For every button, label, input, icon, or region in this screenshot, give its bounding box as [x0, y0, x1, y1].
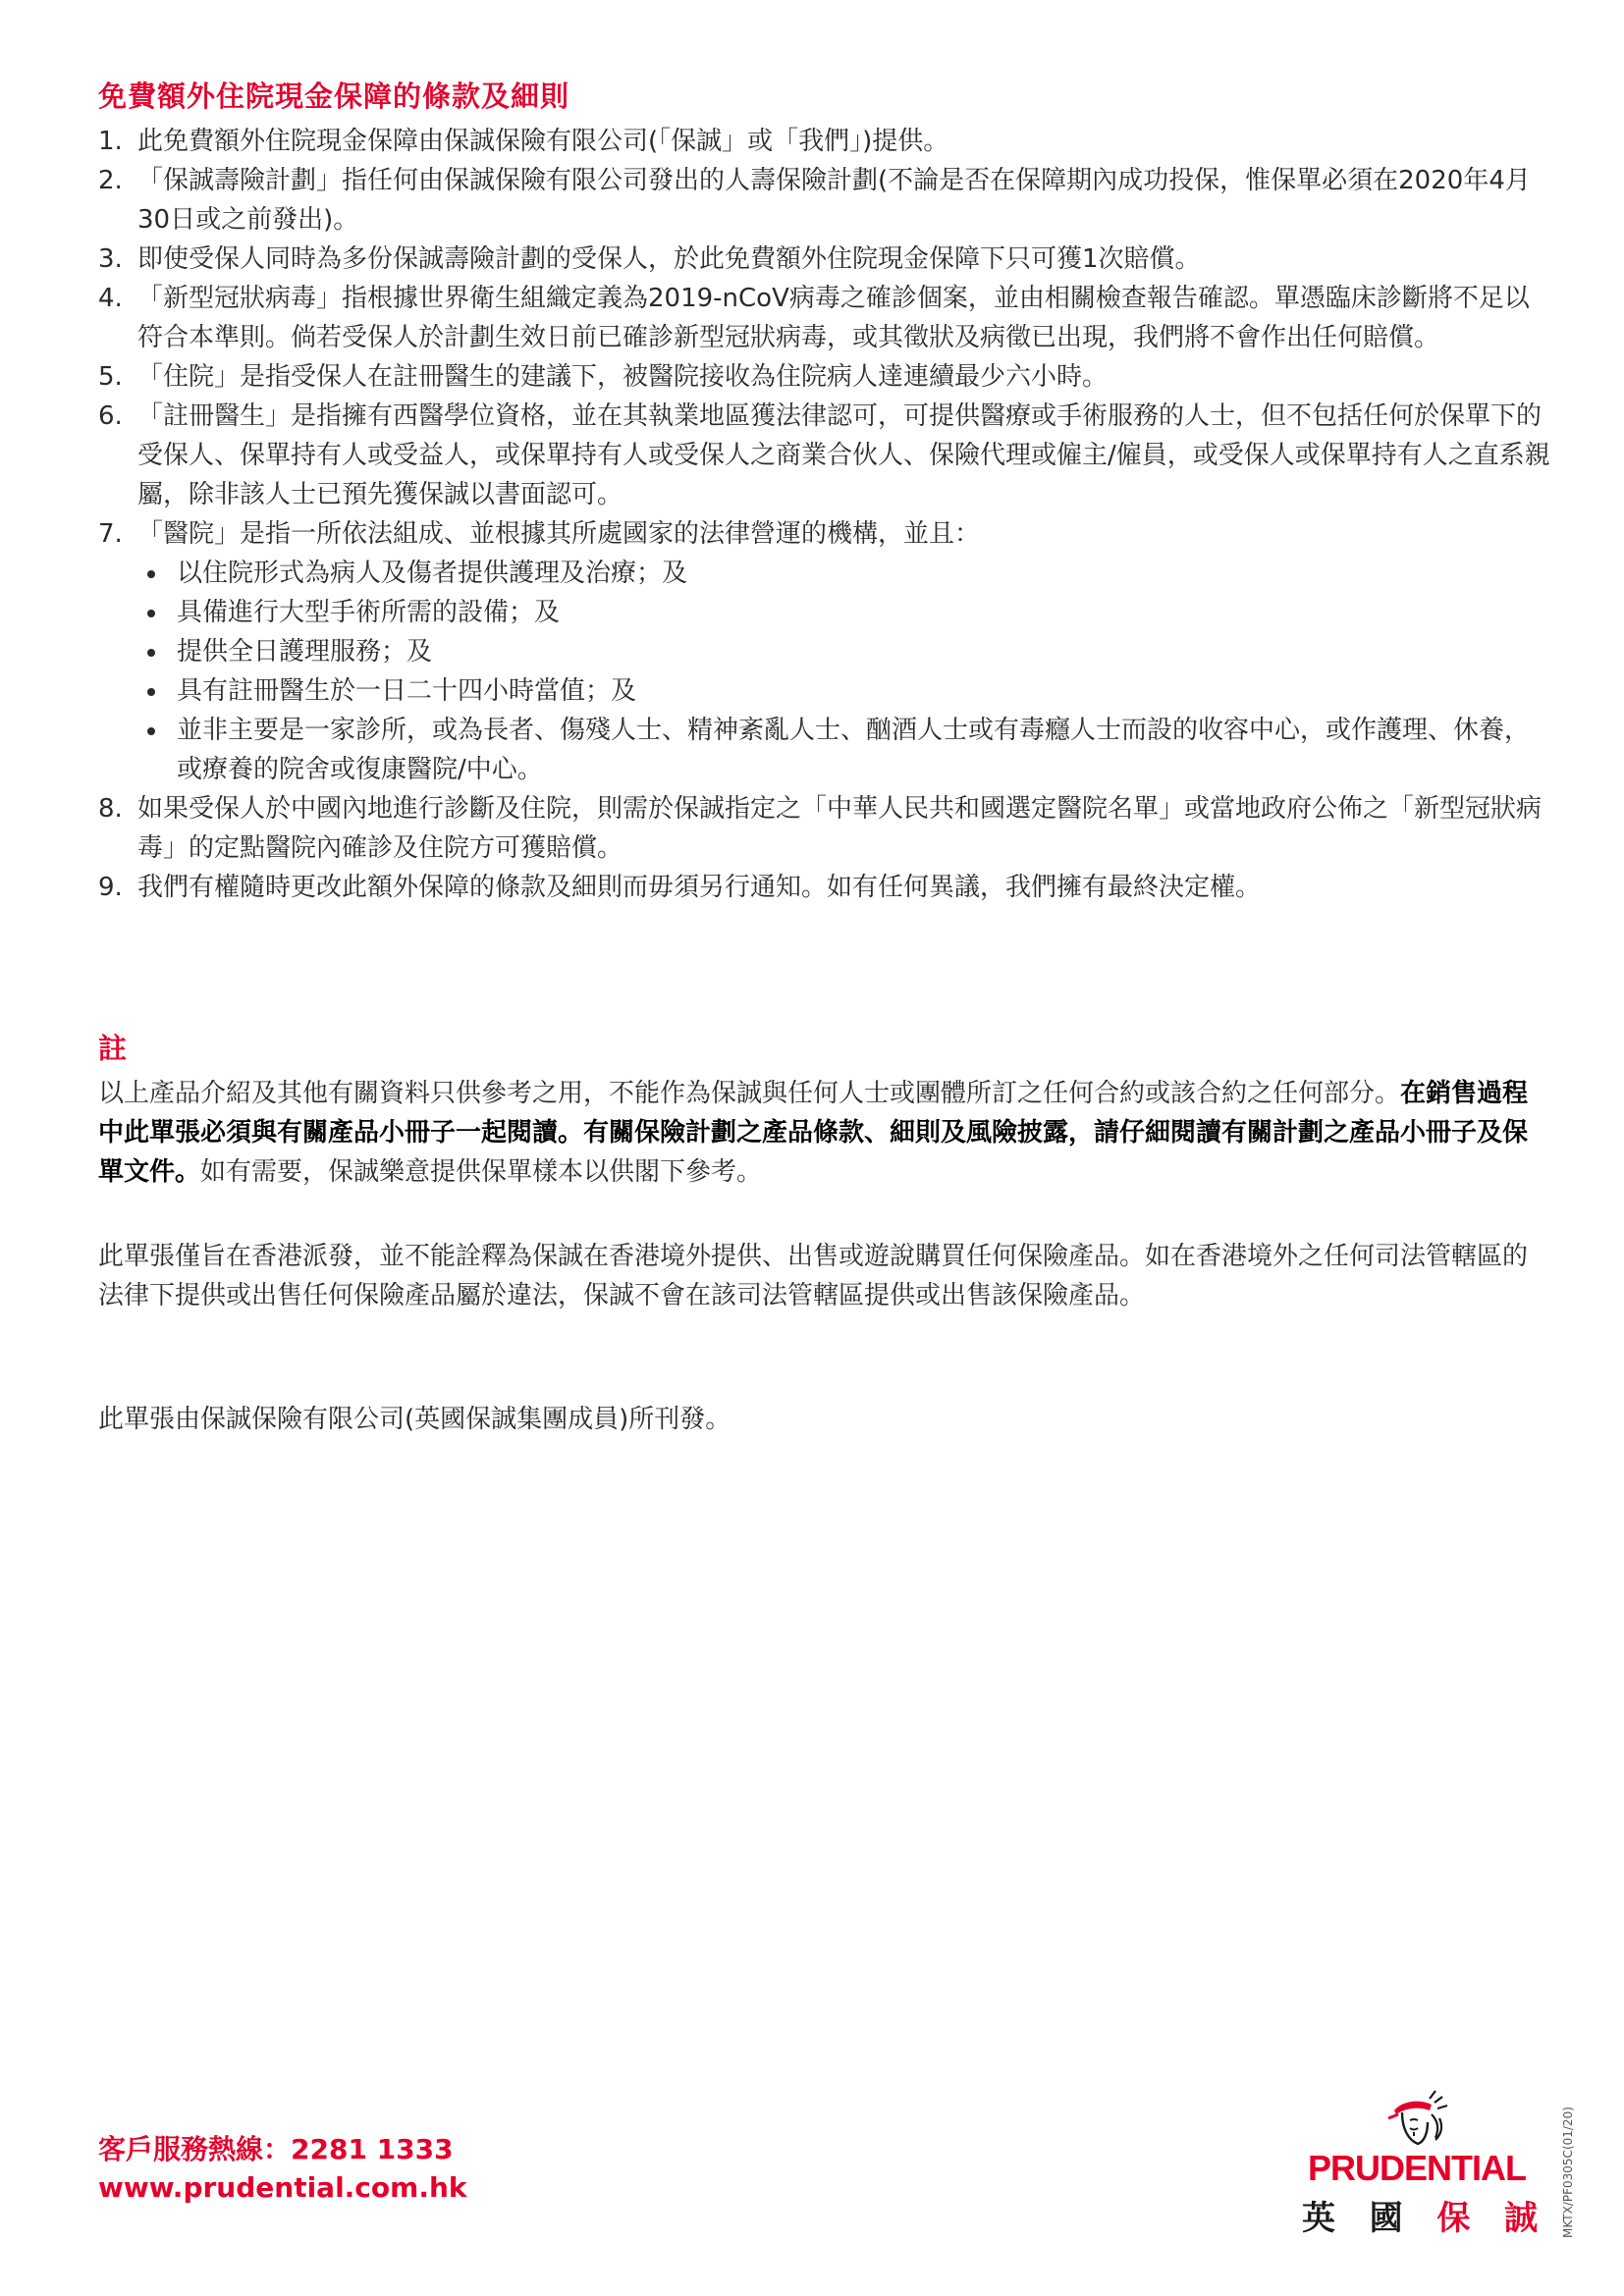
item-text: 「新型冠狀病毒」指根據世界衛生組織定義為2019-nCoV病毒之確診個案，並由相關檢查報告確認。單憑臨床診斷將不足以符合本準則。倘若受保人於計劃生效日前已確診新型冠狀病毒，或其徵狀及病徵已出現，我們將不會作出任何賠償。 — [137, 284, 1530, 352]
item-text: 此免費額外住院現金保障由保誠保險有限公司(「保誠」或「我們」)提供。 — [137, 127, 949, 156]
disclaimer-sample-text: 如有需要，保誠樂意提供保單樣本以供閣下參考。 — [200, 1157, 763, 1187]
bullet-item: 提供全日護理服務；及 — [137, 632, 1551, 671]
note-title: 註 — [98, 1032, 128, 1065]
terms-list — [98, 122, 1551, 907]
note-paragraph-disclaimer — [98, 1074, 1532, 1192]
bullet-item: 具有註冊醫生於一日二十四小時當值；及 — [137, 671, 1551, 711]
terms-item — [98, 122, 1551, 161]
note-paragraph-jurisdiction: 此單張僅旨在香港派發，並不能詮釋為保誠在香港境外提供、出售或遊說購買任何保險產品。如在香港境外之任何司法管轄區的法律下提供或出售任何保險產品屬於違法，保誠不會在該司法管轄區提供或出售該保險產品。 — [98, 1242, 1529, 1310]
item-number: 2. — [98, 166, 123, 195]
terms-item — [98, 240, 1551, 279]
terms-title: 免費額外住院現金保障的條款及細則 — [98, 80, 570, 113]
item-number: 3. — [98, 244, 123, 274]
logo-char: 保 — [1436, 2199, 1471, 2238]
logo-wordmark: PRUDENTIAL — [1308, 2148, 1526, 2188]
item-text: 我們有權隨時更改此額外保障的條款及細則而毋須另行通知。如有任何異議，我們擁有最終決定權。 — [137, 873, 1262, 902]
terms-item — [98, 514, 1551, 789]
item-text: 如果受保人於中國內地進行診斷及住院，則需於保誠指定之「中華人民共和國選定醫院名單」或當地政府公佈之「新型冠狀病毒」的定點醫院內確診及住院方可獲賠償。 — [137, 794, 1543, 863]
item-text: 「醫院」是指一所依法組成、並根據其所處國家的法律營運的機構，並且： — [137, 519, 981, 549]
item-text: 「註冊醫生」是指擁有西醫學位資格，並在其執業地區獲法律認可，可提供醫療或手術服務的人士，但不包括任何於保單下的受保人、保單持有人或受益人，或保單持有人或受保人之商業合伙人、保險代理或僱主/僱員，或受保人或保單持有人之直系親屬，除非該人士已預先獲保誠以書面認可。 — [137, 401, 1550, 509]
terms-item — [98, 868, 1551, 907]
terms-item — [98, 789, 1551, 868]
item-text: 「住院」是指受保人在註冊醫生的建議下，被醫院接收為住院病人達連續最少六小時。 — [137, 362, 1109, 392]
terms-item — [98, 357, 1551, 397]
prudential-logo — [1294, 2089, 1540, 2236]
item-number: 4. — [98, 284, 123, 313]
hospital-criteria-list — [137, 554, 1551, 789]
item-number: 7. — [98, 519, 123, 549]
bullet-item: 以住院形式為病人及傷者提供護理及治療；及 — [137, 554, 1551, 593]
item-number: 8. — [98, 794, 123, 824]
customer-hotline: 客戶服務熱線：2281 1333 — [98, 2133, 454, 2165]
item-text: 即使受保人同時為多份保誠壽險計劃的受保人，於此免費額外住院現金保障下只可獲1次賠償。 — [137, 244, 1201, 274]
prudence-head-icon — [1380, 2089, 1453, 2150]
logo-char: 國 — [1369, 2199, 1403, 2238]
terms-item — [98, 397, 1551, 514]
disclaimer-bold-text: 在銷售過程中此單張必須與有關產品小冊子一起閱讀。有關保險計劃之產品條款、細則及風險披露，請仔細閱讀有關計劃之產品小冊子及保單文件。 — [98, 1079, 1529, 1187]
document-code: MKTX/PF0305C(01/20) — [1561, 2107, 1575, 2238]
terms-item — [98, 161, 1551, 240]
item-number: 1. — [98, 127, 123, 156]
bullet-item: 具備進行大型手術所需的設備；及 — [137, 593, 1551, 632]
note-paragraph-issuer: 此單張由保誠保險有限公司(英國保誠集團成員)所刊發。 — [98, 1405, 731, 1434]
logo-chinese-name — [1302, 2191, 1538, 2239]
logo-char: 誠 — [1503, 2199, 1538, 2238]
item-number: 9. — [98, 873, 123, 902]
bullet-item: 並非主要是一家診所，或為長者、傷殘人士、精神紊亂人士、酗酒人士或有毒癮人士而設的收容中心，或作護理、休養，或療養的院舍或復康醫院/中心。 — [137, 711, 1551, 789]
item-text: 「保誠壽險計劃」指任何由保誠保險有限公司發出的人壽保險計劃(不論是否在保障期內成功投保，惟保單必須在2020年4月30日或之前發出)。 — [137, 166, 1531, 235]
logo-char: 英 — [1302, 2199, 1335, 2238]
disclaimer-text: 以上產品介紹及其他有關資料只供參考之用，不能作為保誠與任何人士或團體所訂之任何合約或該合約之任何部分。 — [98, 1079, 1401, 1108]
website-link[interactable]: www.prudential.com.hk — [98, 2171, 467, 2204]
terms-item — [98, 279, 1551, 357]
item-number: 6. — [98, 401, 123, 431]
item-number: 5. — [98, 362, 123, 392]
